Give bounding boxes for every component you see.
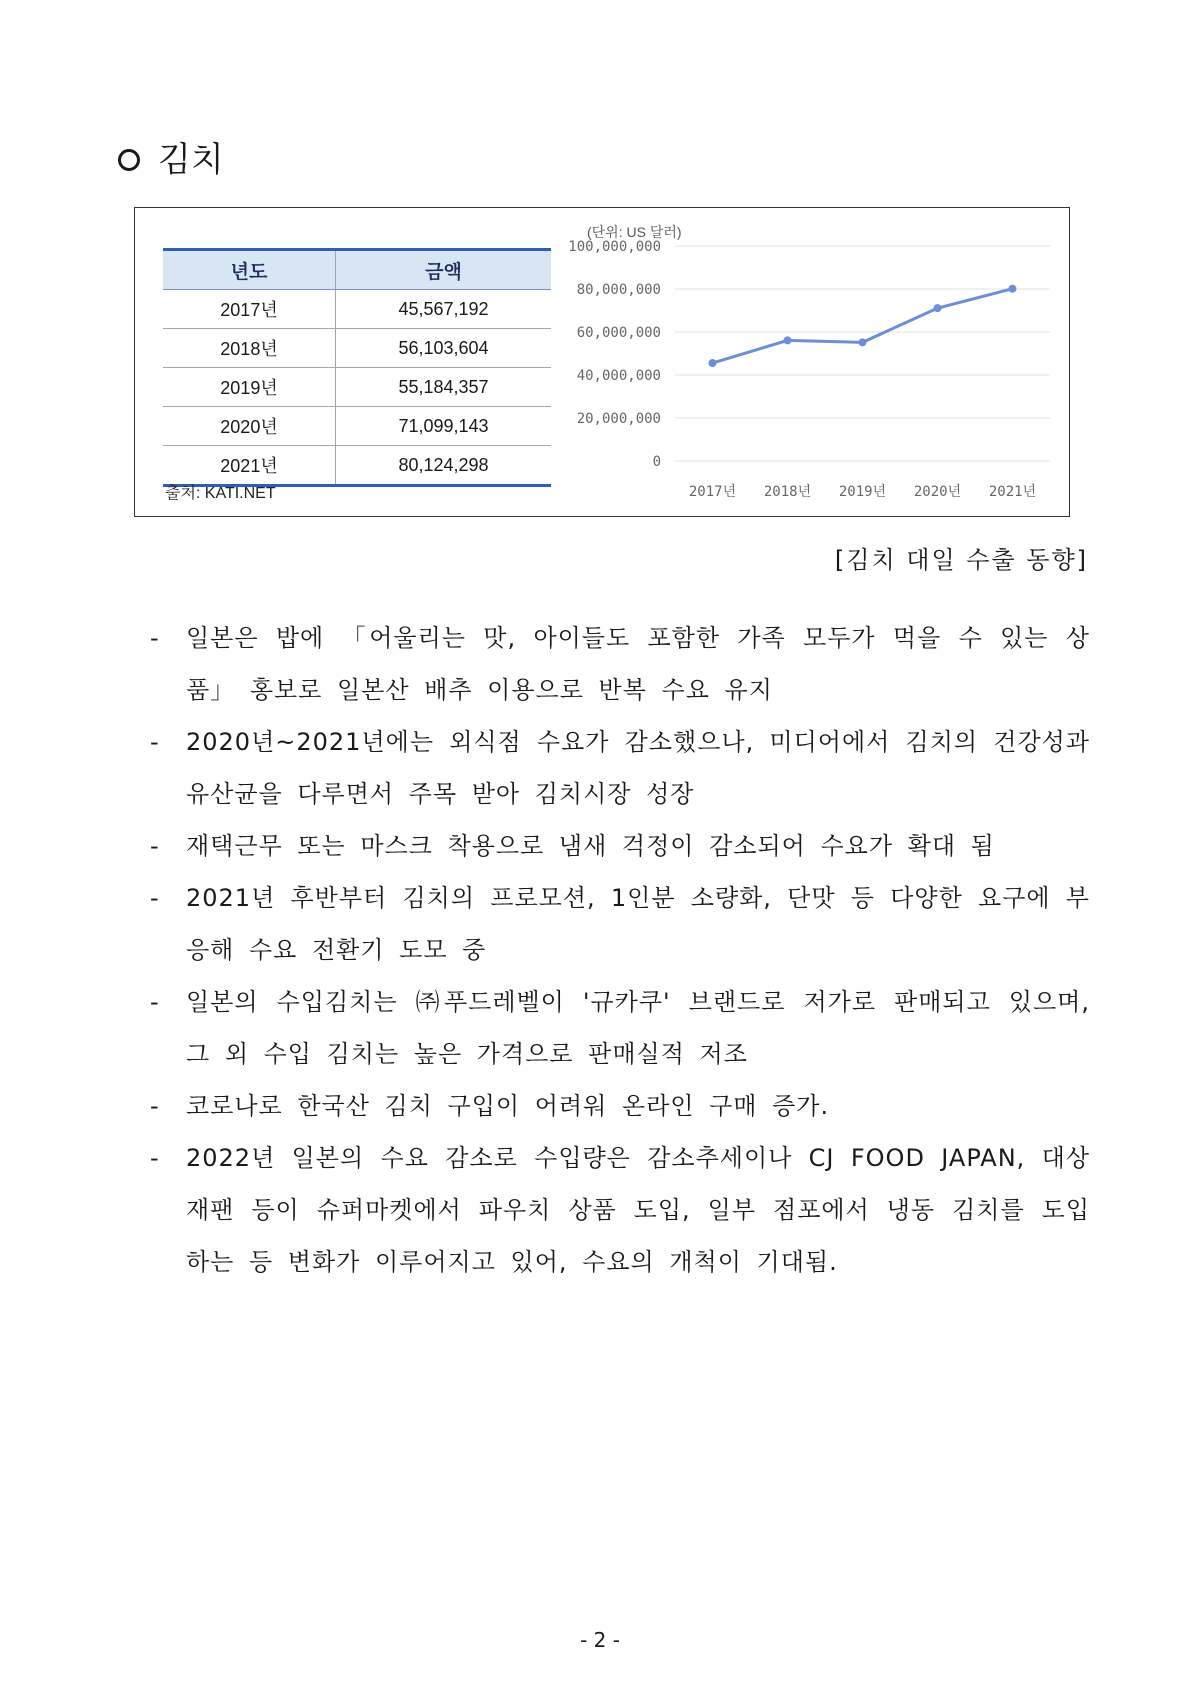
list-item-text: 2020년~2021년에는 외식점 수요가 감소했으나, 미디어에서 김치의 건강성과 유산균을 다루면서 주목 받아 김치시장 성장: [186, 728, 1090, 808]
list-item: [150, 820, 1090, 872]
dash-marker: -: [150, 1092, 160, 1120]
list-item-text: 재택근무 또는 마스크 착용으로 냄새 걱정이 감소되어 수요가 확대 됨: [186, 832, 995, 860]
data-point: [934, 304, 942, 312]
header-year: 년도: [163, 250, 336, 290]
list-item: [150, 872, 1090, 976]
dash-marker: -: [150, 832, 160, 860]
cell-year: 2018년: [163, 329, 336, 368]
table-header-row: [163, 250, 551, 290]
table-row: [163, 407, 551, 446]
header-amount: 금액: [336, 250, 552, 290]
data-point: [709, 359, 717, 367]
series-line: [713, 289, 1013, 363]
cell-amount: 45,567,192: [336, 290, 552, 329]
unit-note: (단위: US 달러): [587, 224, 682, 240]
dash-marker: -: [150, 988, 160, 1016]
table-row: [163, 368, 551, 407]
x-tick-label: 2020년: [913, 484, 962, 500]
y-tick-label: 100,000,000: [568, 239, 661, 255]
list-item: [150, 1080, 1090, 1132]
cell-year: 2017년: [163, 290, 336, 329]
section-title: 김치: [158, 140, 224, 180]
y-tick-label: 80,000,000: [576, 282, 661, 298]
circle-bullet-icon: [118, 149, 140, 171]
data-point: [1009, 285, 1017, 293]
line-chart: [565, 216, 1065, 506]
list-item: [150, 716, 1090, 820]
x-tick-label: 2018년: [763, 484, 812, 500]
table-row: [163, 329, 551, 368]
x-tick-label: 2019년: [838, 484, 887, 500]
x-tick-label: 2017년: [688, 484, 737, 500]
list-item-text: 2022년 일본의 수요 감소로 수입량은 감소추세이나 CJ FOOD JAPAN, 대상 재팬 등이 슈퍼마켓에서 파우치 상품 도입, 일부 점포에서 냉동 김치를 도입하는 등 변화가 이루어지고 있어, 수요의 개척이 기대됨.: [186, 1144, 1090, 1276]
cell-amount: 55,184,357: [336, 368, 552, 407]
list-item-text: 2021년 후반부터 김치의 프로모션, 1인분 소량화, 단맛 등 다양한 요구에 부응해 수요 전환기 도모 중: [186, 884, 1090, 964]
list-item: [150, 1132, 1090, 1288]
data-point: [859, 338, 867, 346]
list-item: [150, 976, 1090, 1080]
list-item-text: 일본의 수입김치는 ㈜푸드레벨이 '규카쿠' 브랜드로 저가로 판매되고 있으며, 그 외 수입 김치는 높은 가격으로 판매실적 저조: [186, 988, 1090, 1068]
export-figure: [134, 207, 1070, 517]
dash-marker: -: [150, 1144, 160, 1172]
cell-amount: 71,099,143: [336, 407, 552, 446]
bullet-list: [150, 612, 1090, 1288]
x-tick-label: 2021년: [988, 484, 1037, 500]
y-tick-label: 60,000,000: [576, 325, 661, 341]
cell-year: 2020년: [163, 407, 336, 446]
cell-year: 2019년: [163, 368, 336, 407]
figure-caption: [김치 대일 수출 동향]: [834, 546, 1088, 574]
section-heading: [118, 140, 224, 180]
list-item-text: 일본은 밥에 「어울리는 맛, 아이들도 포함한 가족 모두가 먹을 수 있는 상품」 홍보로 일본산 배추 이용으로 반복 수요 유지: [186, 624, 1090, 704]
page-number: - 2 -: [580, 1628, 620, 1652]
cell-amount: 80,124,298: [336, 446, 552, 486]
list-item-text: 코로나로 한국산 김치 구입이 어려워 온라인 구매 증가.: [186, 1092, 830, 1120]
y-tick-label: 20,000,000: [576, 411, 661, 427]
cell-amount: 56,103,604: [336, 329, 552, 368]
dash-marker: -: [150, 884, 160, 912]
data-point: [784, 336, 792, 344]
export-table: [163, 248, 551, 487]
y-tick-label: 0: [652, 454, 661, 470]
dash-marker: -: [150, 624, 160, 652]
dash-marker: -: [150, 728, 160, 756]
cell-year: 2021년: [163, 446, 336, 486]
list-item: [150, 612, 1090, 716]
table-source: 출처: KATI.NET: [165, 485, 276, 502]
y-tick-label: 40,000,000: [576, 368, 661, 384]
table-row: [163, 290, 551, 329]
